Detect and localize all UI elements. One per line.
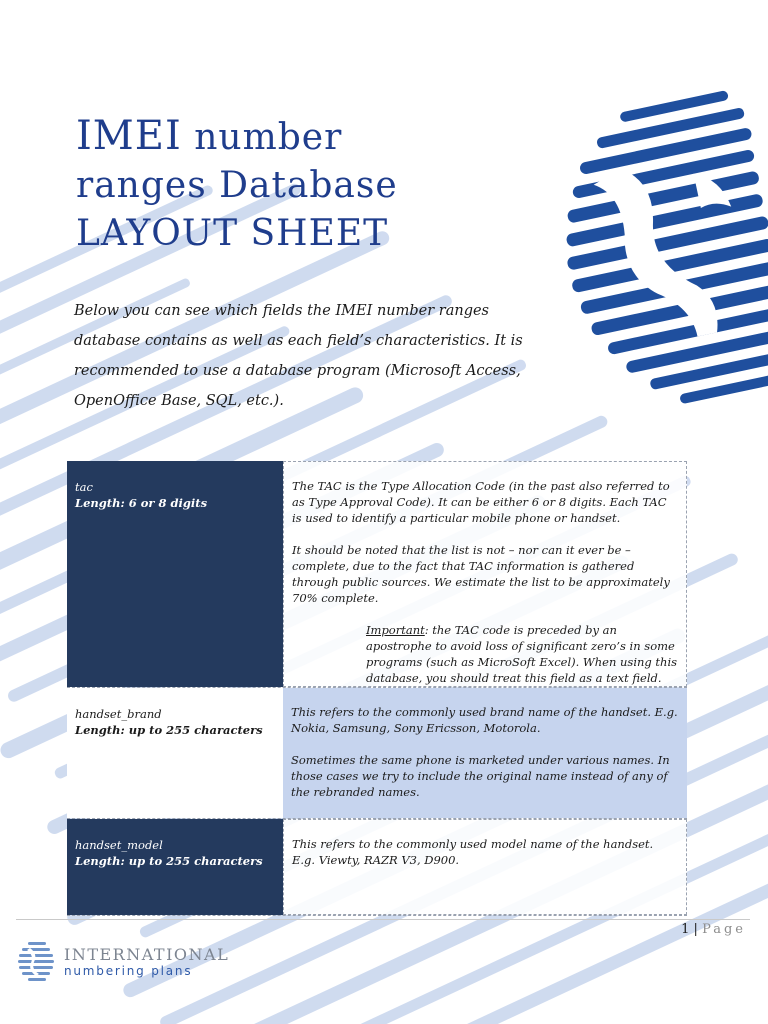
- field-length: Length: up to 255 characters: [75, 723, 263, 737]
- company-logo: [64, 946, 229, 978]
- field-description-cell: [283, 819, 687, 915]
- field-row-handset-model: [67, 819, 687, 916]
- document-title: [76, 112, 398, 258]
- field-row-handset-brand: [67, 688, 687, 819]
- fields-table: [67, 461, 687, 916]
- important-text: : the TAC code is preceded by an apostrophe to avoid loss of significant zero’s in some programs (such as MicroSoft Excel). When using this database, you should treat this field as a text field.: [366, 623, 678, 685]
- field-description-cell: [283, 461, 687, 687]
- page-label: Page: [702, 922, 746, 937]
- footer-divider: [16, 919, 750, 920]
- logo-text-top: INTERNATIONAL: [64, 945, 230, 964]
- field-name-cell: [67, 688, 283, 818]
- logo-text-bottom: numbering plans: [64, 964, 193, 978]
- page-number: [681, 922, 746, 937]
- page-number-value: 1: [681, 922, 690, 937]
- field-description: This refers to the commonly used model name of the handset. E.g. Viewty, RAZR V3, D900.: [292, 837, 654, 867]
- title-line-2: ranges Database: [76, 165, 398, 206]
- important-label: Important: [366, 623, 425, 637]
- field-length: Length: 6 or 8 digits: [75, 496, 208, 510]
- title-number: number: [181, 117, 343, 158]
- title-imei: IMEI: [76, 113, 182, 159]
- logo-globe-icon: [16, 938, 56, 982]
- field-description-cell: [283, 688, 687, 818]
- page-separator: |: [689, 922, 703, 937]
- field-row-tac: [67, 461, 687, 688]
- field-name-cell: [67, 461, 283, 687]
- intro-paragraph: Below you can see which fields the IMEI number ranges database contains as well as each field’s characteristics. It is recommended to use a database program (Microsoft Access, OpenOffice Base, SQL, etc.).: [74, 303, 523, 409]
- field-description: It should be noted that the list is not – nor can it ever be – complete, due to the fact that TAC information is gathered through public sources. We estimate the list to be approximately 70% complete.: [292, 543, 670, 605]
- field-name: tac: [75, 480, 93, 494]
- field-name: handset_model: [75, 838, 163, 852]
- field-length: Length: up to 255 characters: [75, 854, 263, 868]
- field-description: This refers to the commonly used brand name of the handset. E.g. Nokia, Samsung, Sony Ericsson, Motorola.: [291, 705, 678, 735]
- important-note: [366, 622, 678, 686]
- field-name: handset_brand: [75, 707, 162, 721]
- field-description: Sometimes the same phone is marketed under various names. In those cases we try to include the original name instead of any of the rebranded names.: [291, 753, 670, 799]
- field-name-cell: [67, 819, 283, 915]
- field-description: The TAC is the Type Allocation Code (in the past also referred to as Type Approval Code). It can be either 6 or 8 digits. Each TAC is used to identify a particular mobile phone or handset.: [292, 479, 670, 525]
- title-line-3: LAYOUT SHEET: [76, 213, 389, 254]
